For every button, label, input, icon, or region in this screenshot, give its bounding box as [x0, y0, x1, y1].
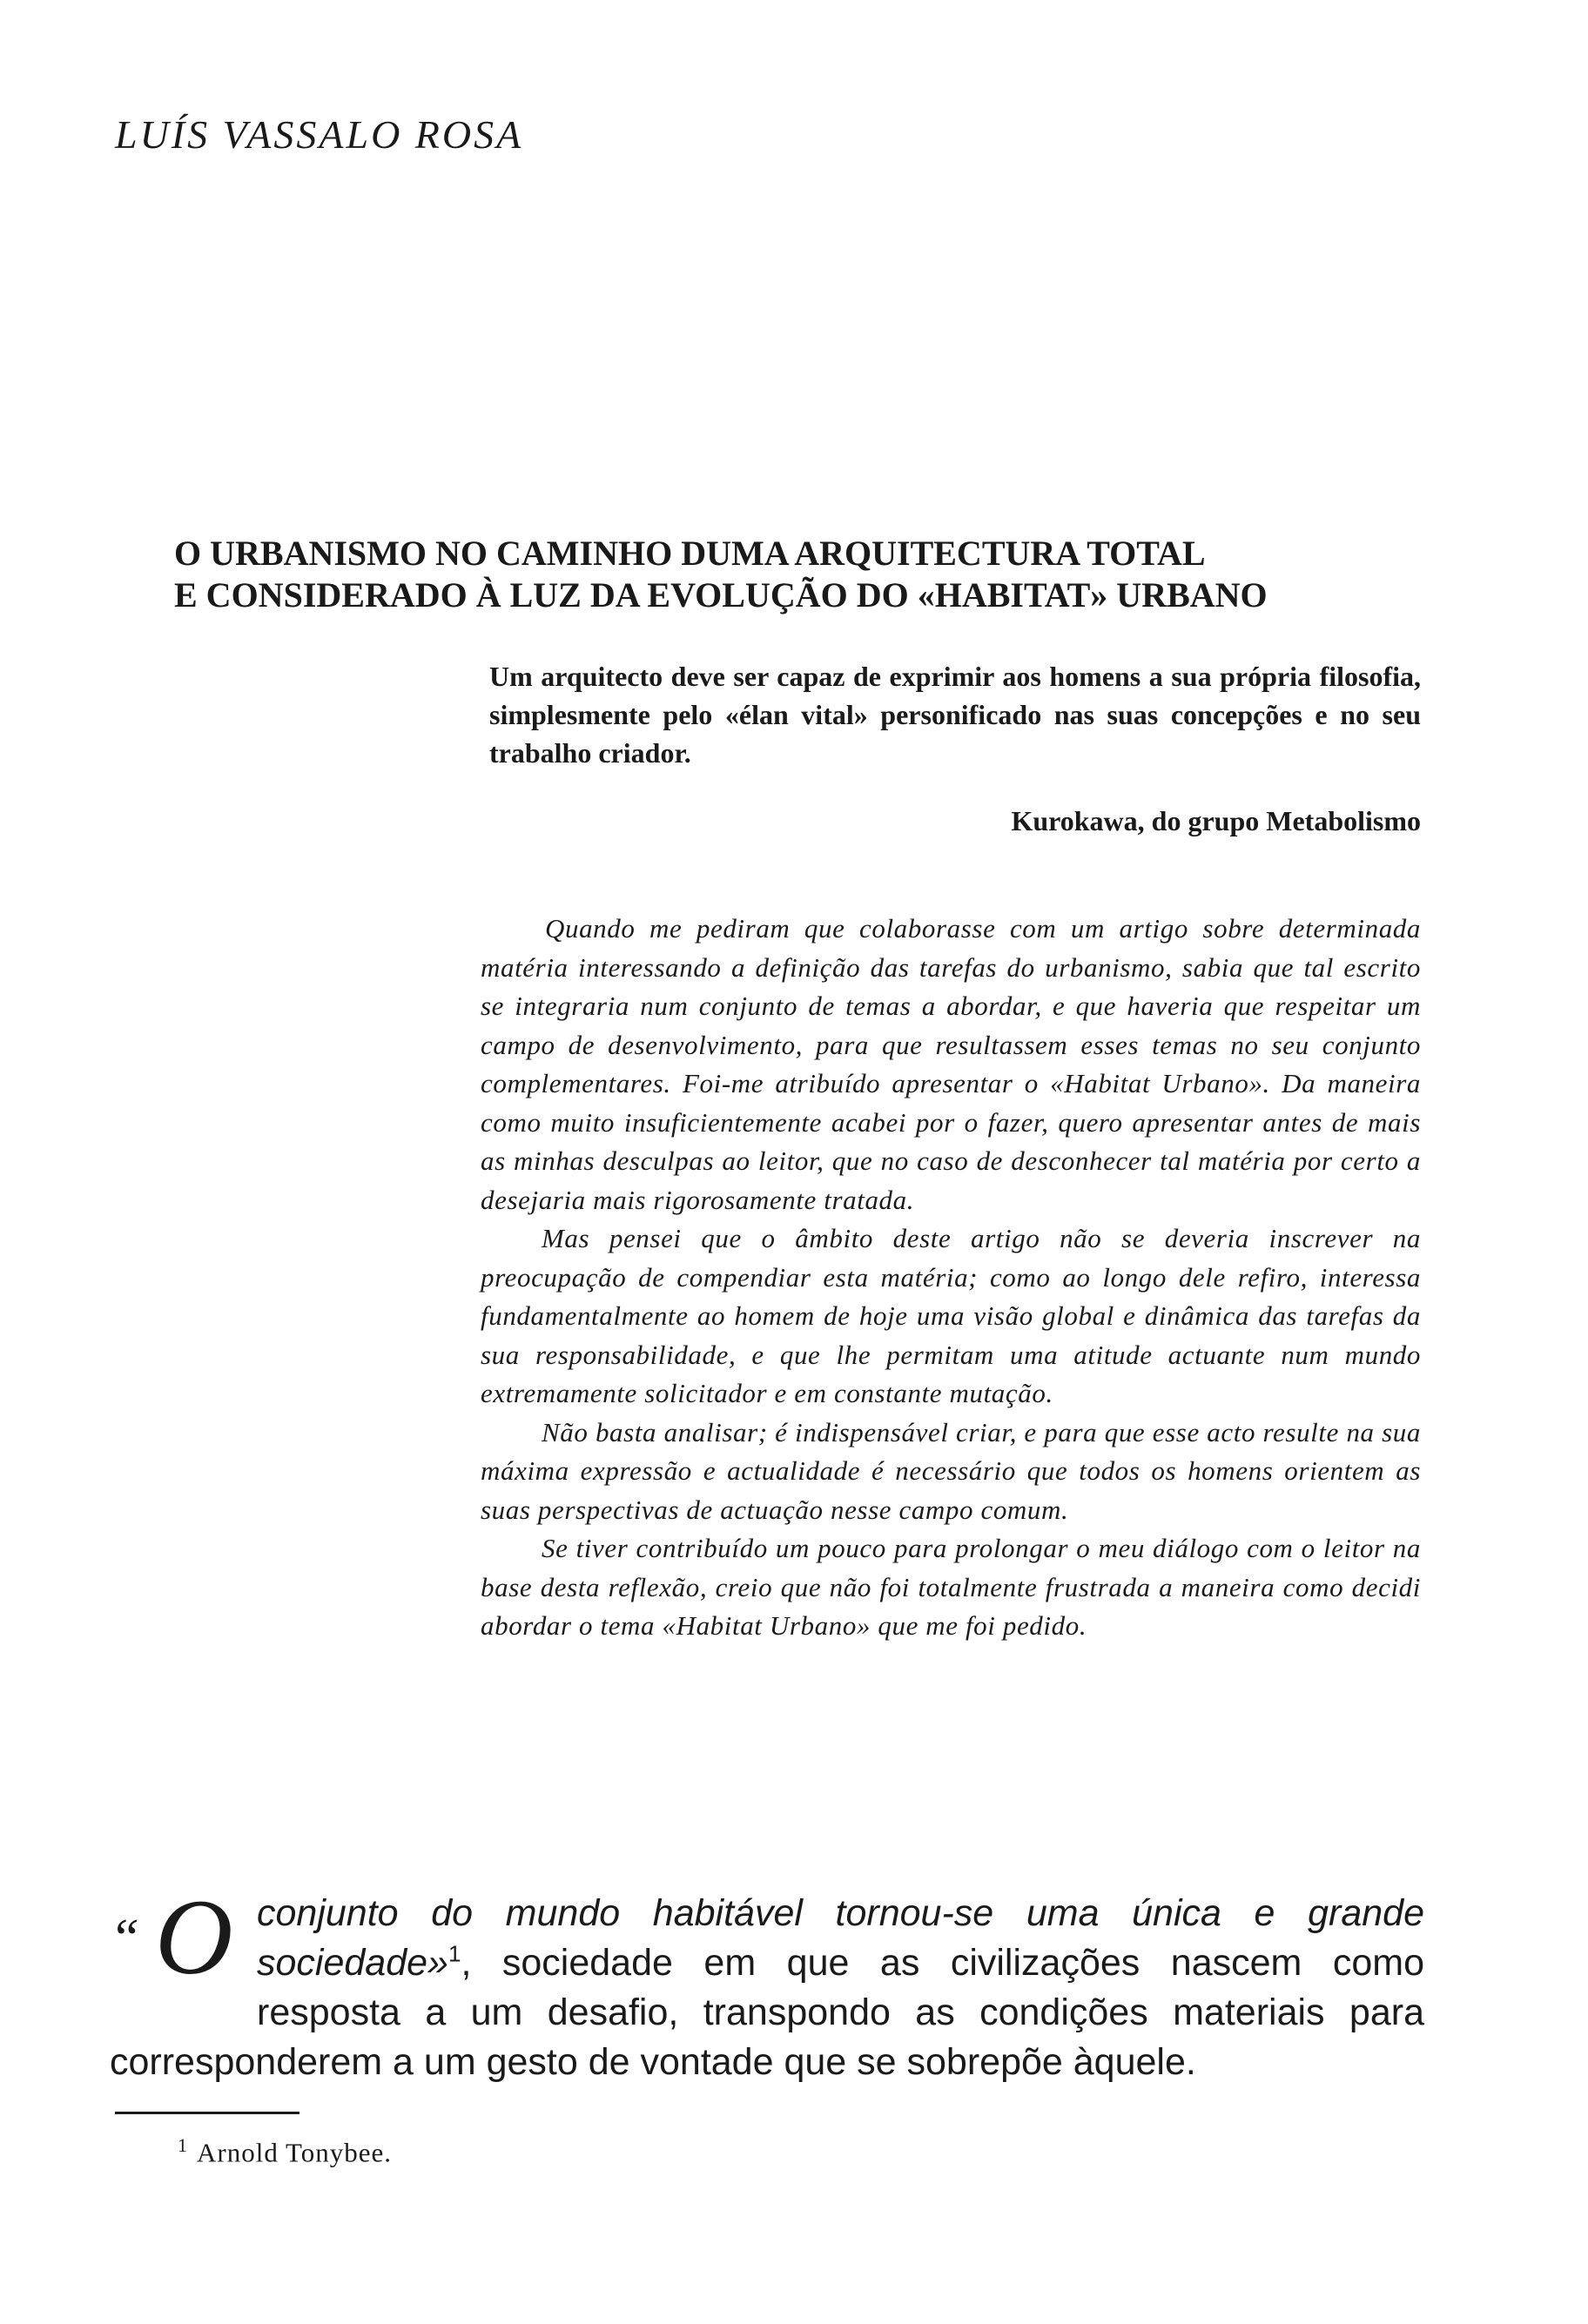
title-line-1: O URBANISMO NO CAMINHO DUMA ARQUITECTURA TOTAL	[174, 534, 1206, 573]
article-title	[174, 533, 1393, 616]
epigraph: Um arquitecto deve ser capaz de exprimir aos homens a sua própria filosofia, simplesmente pelo «élan vital» personificado nas suas concepções e no seu trabalho criador.	[489, 661, 1421, 769]
author-name: LUÍS VASSALO ROSA	[115, 112, 524, 157]
drop-cap: O	[155, 1877, 233, 1997]
footnote-ref: 1	[447, 1940, 461, 1967]
footnote-text: Arnold Tonybee.	[197, 2137, 393, 2168]
footnote-rule	[115, 2112, 299, 2114]
title-line-2: E CONSIDERADO À LUZ DA EVOLUÇÃO DO «HABITAT» URBANO	[174, 575, 1268, 615]
footnote-number: 1	[178, 2134, 188, 2156]
body-text: , sociedade em que as civilizações nascem como resposta a um desafio, transpondo as condições materiais para corresponderem a um gesto de vontade que se sobrepõe àquele.	[110, 1942, 1424, 2083]
open-quote: “	[110, 1909, 140, 1968]
epigraph-attribution: Kurokawa, do grupo Metabolismo	[1011, 805, 1421, 836]
intro-section	[481, 910, 1421, 1646]
quote-text: conjunto do mundo habitável tornou-se uma única e grande sociedade»	[257, 1892, 1424, 1984]
drop-cap-block	[110, 1877, 253, 1997]
intro-paragraph-4: Se tiver contribuído um pouco para prolongar o meu diálogo com o leitor na base desta reflexão, creio que não foi totalmente frustrada a maneira como decidi abordar o tema «Habitat Urbano» que me foi pedido.	[481, 1533, 1421, 1641]
footnote	[178, 2134, 392, 2168]
intro-paragraph-1: Quando me pediram que colaborasse com um artigo sobre determinada matéria interessando a definição das tarefas do urbanismo, sabia que tal escrito se integraria num conjunto de temas a abordar, e que haveria que respeitar um campo de desenvolvimento, para que resultassem esses temas no seu conjunto complementares. Foi-me atribuído apresentar o «Habitat Urbano». Da maneira como muito insuficientemente acabei por o fazer, quero apresentar antes de mais as minhas desculpas ao leitor, que no caso de desconhecer tal matéria por certo a desejaria mais rigorosamente tratada.	[481, 913, 1421, 1215]
intro-paragraph-2: Mas pensei que o âmbito deste artigo não se deveria inscrever na preocupação de compendiar esta matéria; como ao longo dele refiro, interessa fundamentalmente ao homem de hoje uma visão global e dinâmica das tarefas da sua responsabilidade, e que lhe permitam uma atitude actuante num mundo extremamente solicitador e em constante mutação.	[481, 1223, 1421, 1408]
body-paragraph	[110, 1877, 1424, 2087]
intro-paragraph-3: Não basta analisar; é indispensável criar, e para que esse acto resulte na sua máxima expressão e actualidade é necessário que todos os homens orientem as suas perspectivas de actuação nesse campo comum.	[481, 1416, 1421, 1525]
